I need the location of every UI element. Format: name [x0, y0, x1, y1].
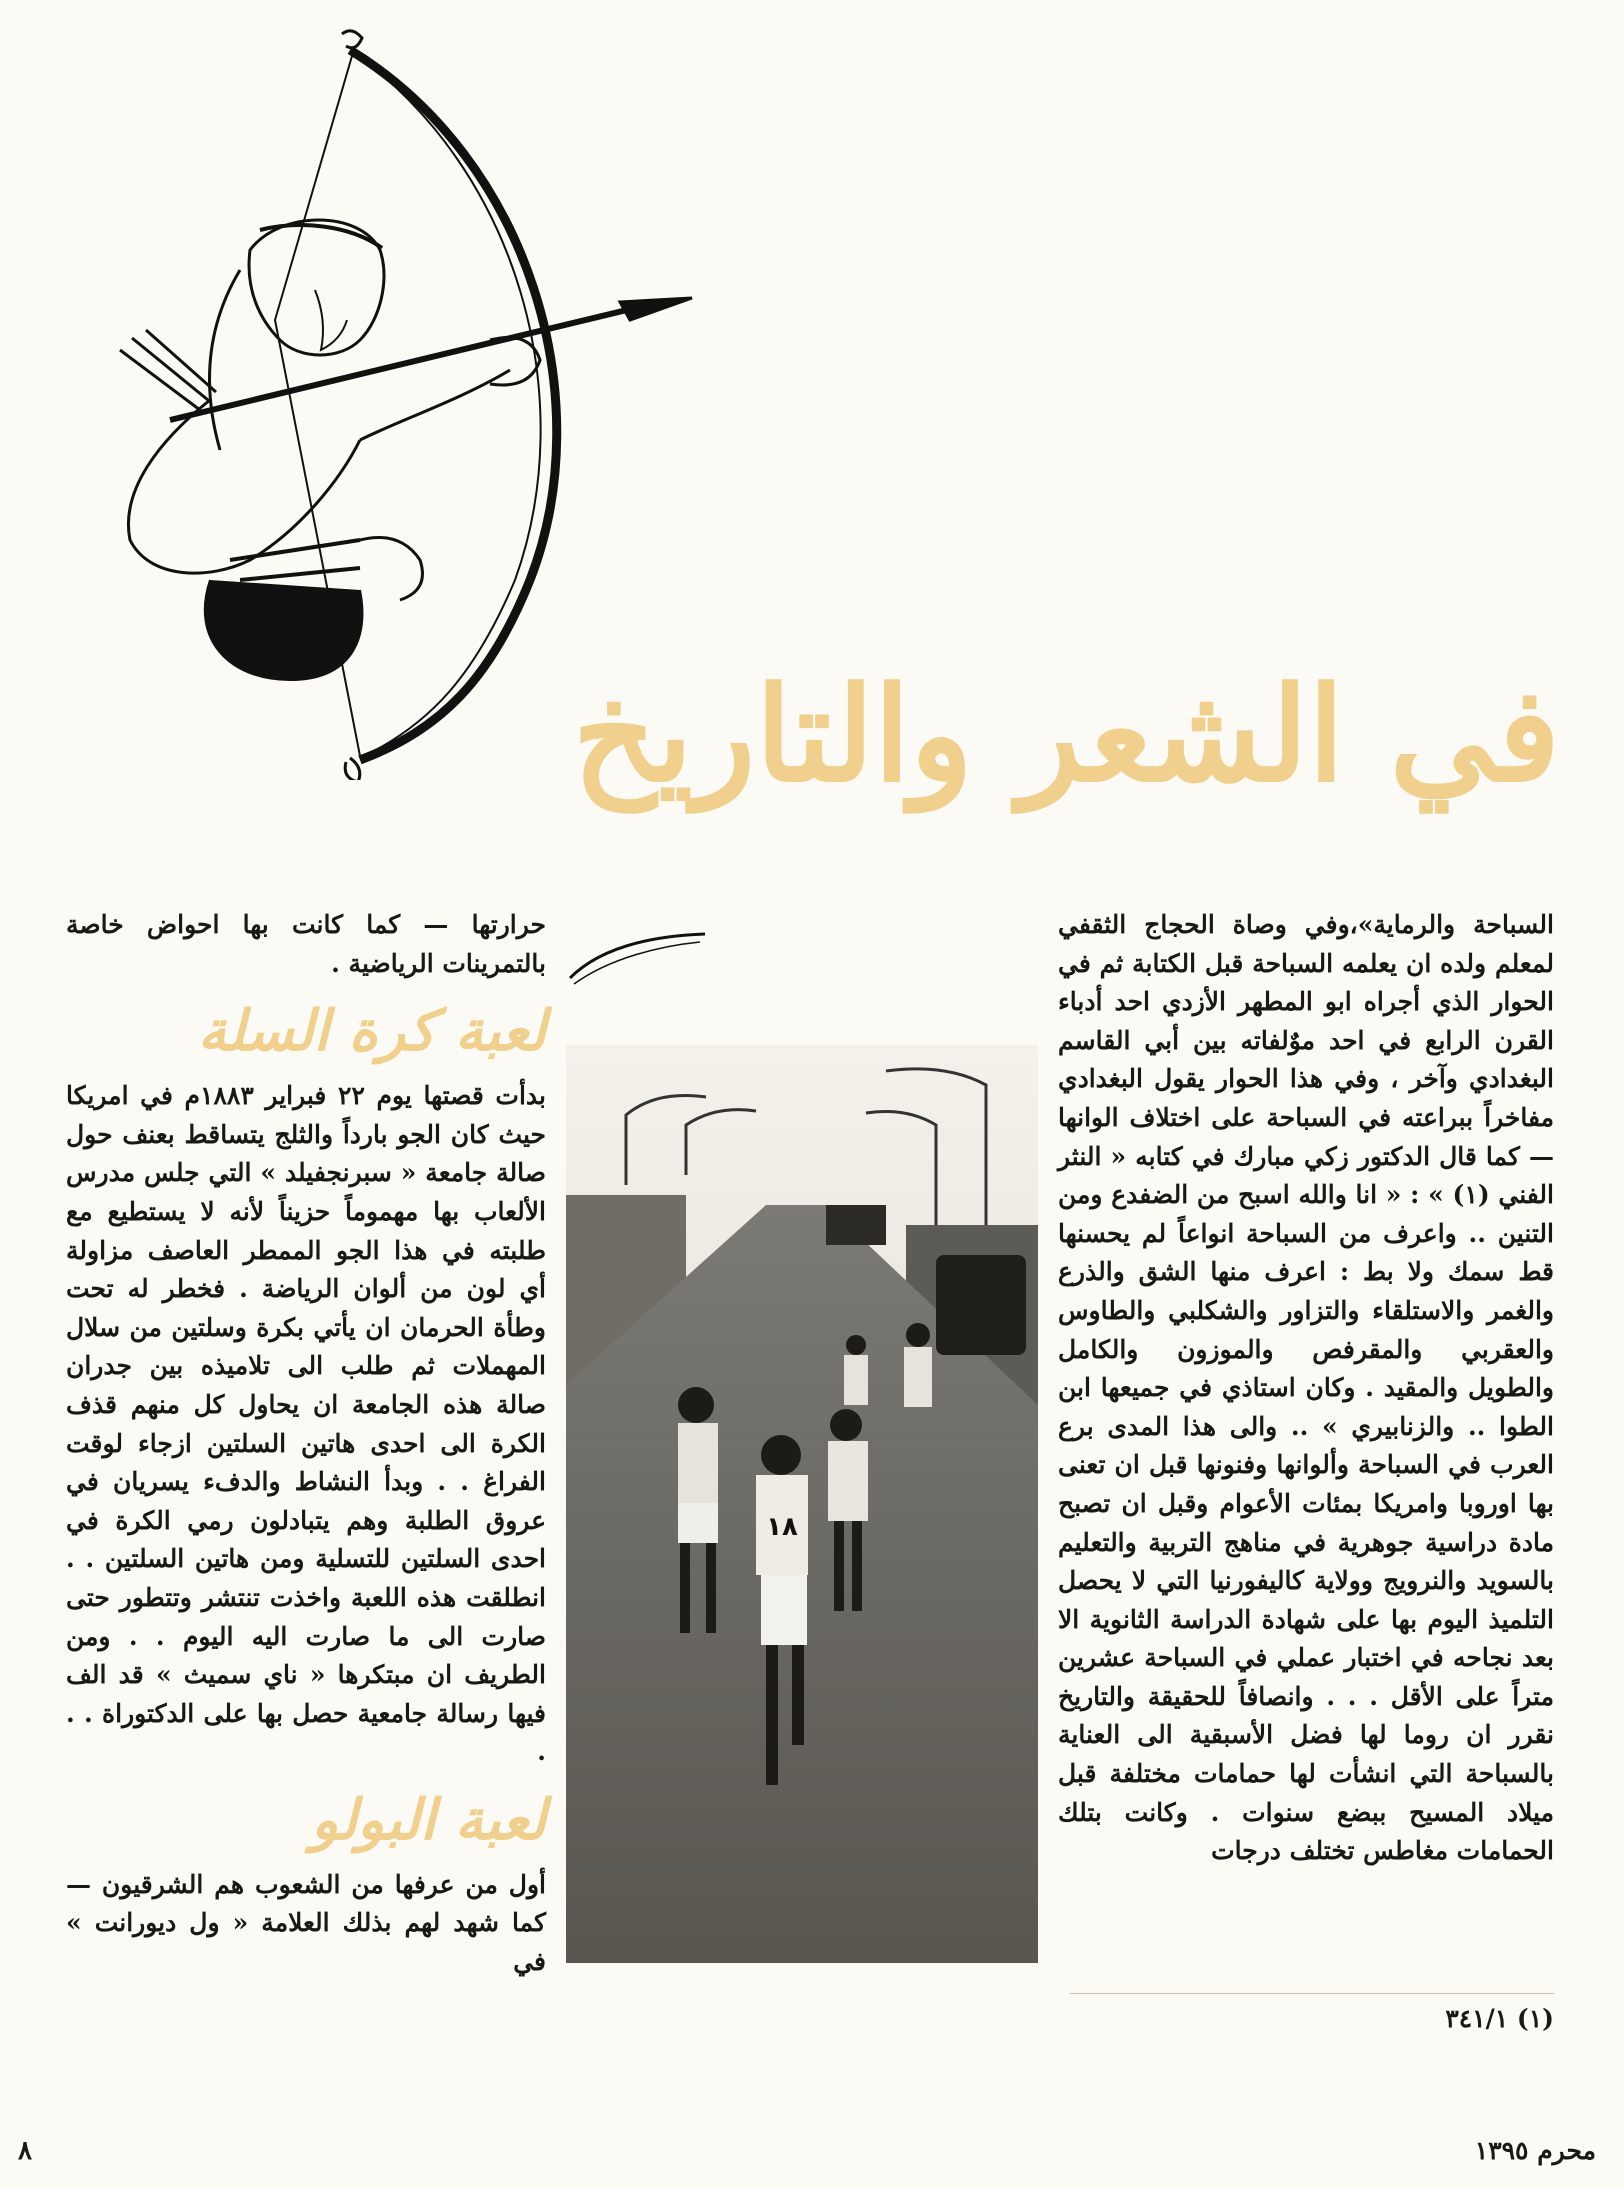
article-title: في الشعر والتاريخ [572, 658, 1560, 811]
left-column-intro: حرارتها — كما كانت بها احواض خاصة بالتمرينات الرياضية . [66, 910, 546, 978]
right-column [1058, 906, 1554, 1871]
section-text-basketball: بدأت قصتها يوم ٢٢ فبراير ١٨٨٣م في امريكا حيث كان الجو بارداً والثلج يتساقط بعنف حول صالة جامعة « سبرنجفيلد » التي جلس مدرس الألعاب بها مهموماً حزيناً لأنه لا يستطيع مع طلبته في هذا الجو الممطر العاصف مزاولة أي لون من ألوان الرياضة . فخطر له تحت وطأة الحرمان ان يأتي بكرة وسلتين من سلال المهملات ثم طلب الى تلاميذه بين جدران صالة هذه الجامعة ان يحاول كل منهم قذف الكرة الى احدى هاتين السلتين ازجاء لوقت الفراغ . . وبدأ النشاط والدفء يسريان في عروق الطلبة وهم يتبادلون رمي الكرة في احدى السلتين للتسلية ومن هاتين السلتين . . انطلقت هذه اللعبة واخذت تنتشر وتتطور حتى صارت الى ما صارت اليه اليوم . . ومن الطريف ان مبتكرها « ناي سميث » قد الف فيها رسالة جامعية حصل بها على الدكتوراة . . . [66, 1081, 546, 1767]
left-column [66, 906, 546, 1982]
runner-bib: ١٨ [766, 1512, 798, 1542]
section-heading-basketball: لعبة كرة السلة [197, 998, 546, 1065]
runners-photo [566, 1045, 1038, 1963]
issue-date: محرم ١٣٩٥ [1474, 2136, 1596, 2165]
decorative-swoosh [560, 928, 710, 988]
page-number: ٨ [18, 2136, 32, 2166]
right-column-text: السباحة والرماية»،وفي وصاة الحجاج الثقفي لمعلم ولده ان يعلمه السباحة قبل الكتابة ثم في الحوار الذي أجراه ابو المطهر الأزدي احد أدباء القرن الرابع في احد موٌلفاته بين أبي القاسم البغدادي وآخر ، وفي هذا الحوار يقول البغدادي مفاخراً ببراعته في السباحة على اختلاف الوانها — كما قال الدكتور زكي مبارك في كتابه « النثر الفني (١) » : « انا والله اسبح من الضفدع ومن التنين .. واعرف من السباحة انواعاً لم يحسنها قط سمك ولا بط : اعرف منها الشق والذرع والغمر والاستلقاء والتزاور والشكلبي والطاوس والعقربي والمقرفص والموزون والكامل والطويل والمقيد . وكان استاذي في جميعها ابن الطوا .. والزنابيري » .. والى هذا المدى برع العرب في السباحة وألوانها وفنونها قبل ان تعنى بها اوروبا وامريكا بمئات الأعوام وقبل ان تصبح مادة دراسية جوهرية في مناهج التربية والتعليم بالسويد والنرويج وولاية كاليفورنيا التي لا يحصل التلميذ اليوم بها على شهادة الدراسة الثانوية الا بعد نجاحه في اختبار عملي في السباحة عشرين متراً على الأقل . . . وانصافاً للحقيقة والتاريخ نقرر ان روما لها فضل الأسبقية الى العناية بالسباحة التي انشأت لها حمامات مختلفة قبل ميلاد المسيح ببضع سنوات . وكانت بتلك الحمامات مغاطس تختلف درجات [1058, 910, 1554, 1866]
section-text-polo: أول من عرفها من الشعوب هم الشرقيون — كما شهد لهم بذلك العلامة « ول ديورانت » في [66, 1869, 546, 1977]
footnote-rule [1070, 1993, 1554, 1994]
section-heading-polo: لعبة البولو [311, 1786, 546, 1853]
footnote: (١) ٣٤١/١ [1445, 2004, 1554, 2033]
